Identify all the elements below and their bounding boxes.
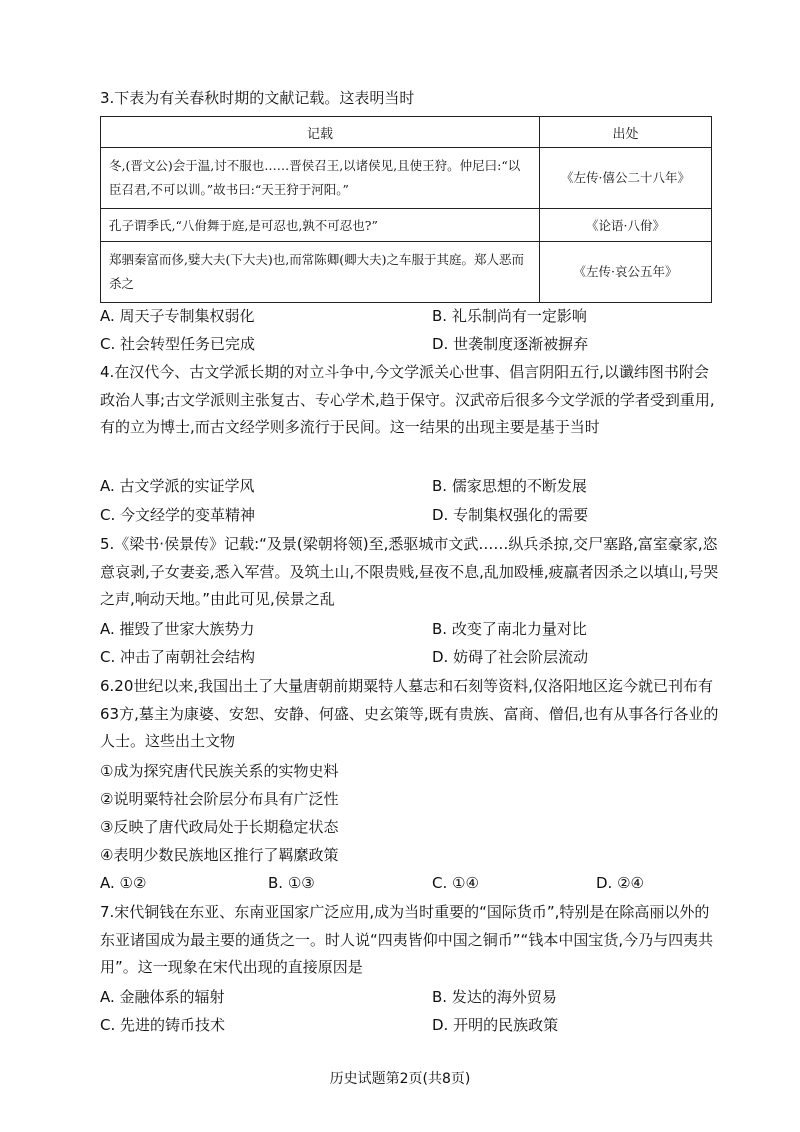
records-table <box>100 116 712 303</box>
q6-item-2: ②说明粟特社会阶层分布具有广泛性 <box>100 790 339 808</box>
table-row <box>101 209 712 242</box>
table-cell-source: 《左传·僖公二十八年》 <box>540 148 712 209</box>
q3-option-b: B. 礼乐制尚有一定影响 <box>432 307 587 325</box>
q3-option-d: D. 世袭制度逐渐被摒弃 <box>432 335 589 353</box>
table-header-record: 记载 <box>101 117 540 148</box>
q7-option-d: D. 开明的民族政策 <box>432 1016 559 1034</box>
q7-stem: 7.宋代铜钱在东亚、东南亚国家广泛应用,成为当时重要的“国际货币”,特别是在除高丽以外的东亚诸国成为最主要的通货之一。时人说“四夷皆仰中国之铜币”“钱本中国宝货,今乃与四夷共用”。这一现象在宋代出现的直接原因是 <box>100 903 714 976</box>
q6-option-d: D. ②④ <box>596 874 644 892</box>
q6-item-4: ④表明少数民族地区推行了羁縻政策 <box>100 846 339 864</box>
q4-option-c: C. 今文经学的变革精神 <box>100 506 256 524</box>
q3-stem: 3.下表为有关春秋时期的文献记载。这表明当时 <box>100 89 415 107</box>
q3-option-c: C. 社会转型任务已完成 <box>100 335 256 353</box>
table-row <box>101 148 712 209</box>
q5-option-d: D. 妨碍了社会阶层流动 <box>432 648 589 666</box>
q6-option-b: B. ①③ <box>268 874 315 892</box>
q3-option-a: A. 周天子专制集权弱化 <box>100 307 255 325</box>
q5-option-a: A. 摧毁了世家大族势力 <box>100 620 255 638</box>
q6-option-c: C. ①④ <box>432 874 479 892</box>
q5-stem: 5.《梁书·侯景传》记载:“及景(梁朝将领)至,悉驱城市文武……纵兵杀掠,交尸塞路,富室豪家,恣意哀剥,子女妻妾,悉入军营。及筑土山,不限贵贱,昼夜不息,乱加殴棰,疲羸者因杀之以填山,号哭之声,响动天地。”由此可见,侯景之乱 <box>100 535 719 608</box>
q5-option-c: C. 冲击了南朝社会结构 <box>100 648 256 666</box>
q5-option-b: B. 改变了南北力量对比 <box>432 620 587 638</box>
q4-option-a: A. 古文学派的实证学风 <box>100 477 255 495</box>
q7-option-c: C. 先进的铸币技术 <box>100 1016 226 1034</box>
q7-option-a: A. 金融体系的辐射 <box>100 988 225 1006</box>
table-cell-source: 《左传·哀公五年》 <box>540 242 712 303</box>
q6-item-3: ③反映了唐代政局处于长期稳定状态 <box>100 818 339 836</box>
page-footer: 历史试题第2页(共8页) <box>329 1071 471 1087</box>
q6-option-a: A. ①② <box>100 874 147 892</box>
table-cell-record: 冬,(晋文公)会于温,讨不服也……晋侯召王,以诸侯见,且使王狩。仲尼曰:“以臣召君,不可以训。”故书曰:“天王狩于河阳。” <box>101 148 540 209</box>
q7-option-b: B. 发达的海外贸易 <box>432 988 557 1006</box>
q4-option-d: D. 专制集权强化的需要 <box>432 506 589 524</box>
table-cell-record: 郑驷秦富而侈,嬖大夫(下大夫)也,而常陈卿(卿大夫)之车服于其庭。郑人恶而杀之 <box>101 242 540 303</box>
table-header-row <box>101 117 712 148</box>
q4-option-b: B. 儒家思想的不断发展 <box>432 477 587 495</box>
q6-item-1: ①成为探究唐代民族关系的实物史料 <box>100 762 339 780</box>
q4-stem: 4.在汉代今、古文学派长期的对立斗争中,今文学派关心世事、倡言阴阳五行,以谶纬图书附会政治人事;古文学派则主张复古、专心学术,趋于保守。汉武帝后很多今文学派的学者受到重用,有的立为博士,而古文经学则多流行于民间。这一结果的出现主要是基于当时 <box>100 363 715 436</box>
table-cell-record: 孔子谓季氏,“八佾舞于庭,是可忍也,孰不可忍也?” <box>101 209 540 242</box>
table-header-source: 出处 <box>540 117 712 148</box>
table-cell-source: 《论语·八佾》 <box>540 209 712 242</box>
q6-stem: 6.20世纪以来,我国出土了大量唐朝前期粟特人墓志和石刻等资料,仅洛阳地区迄今就已刊布有63方,墓主为康婆、安恕、安静、何盛、史玄策等,既有贵族、富商、僧侣,也有从事各行各业的人士。这些出土文物 <box>100 677 719 750</box>
table-row <box>101 242 712 303</box>
